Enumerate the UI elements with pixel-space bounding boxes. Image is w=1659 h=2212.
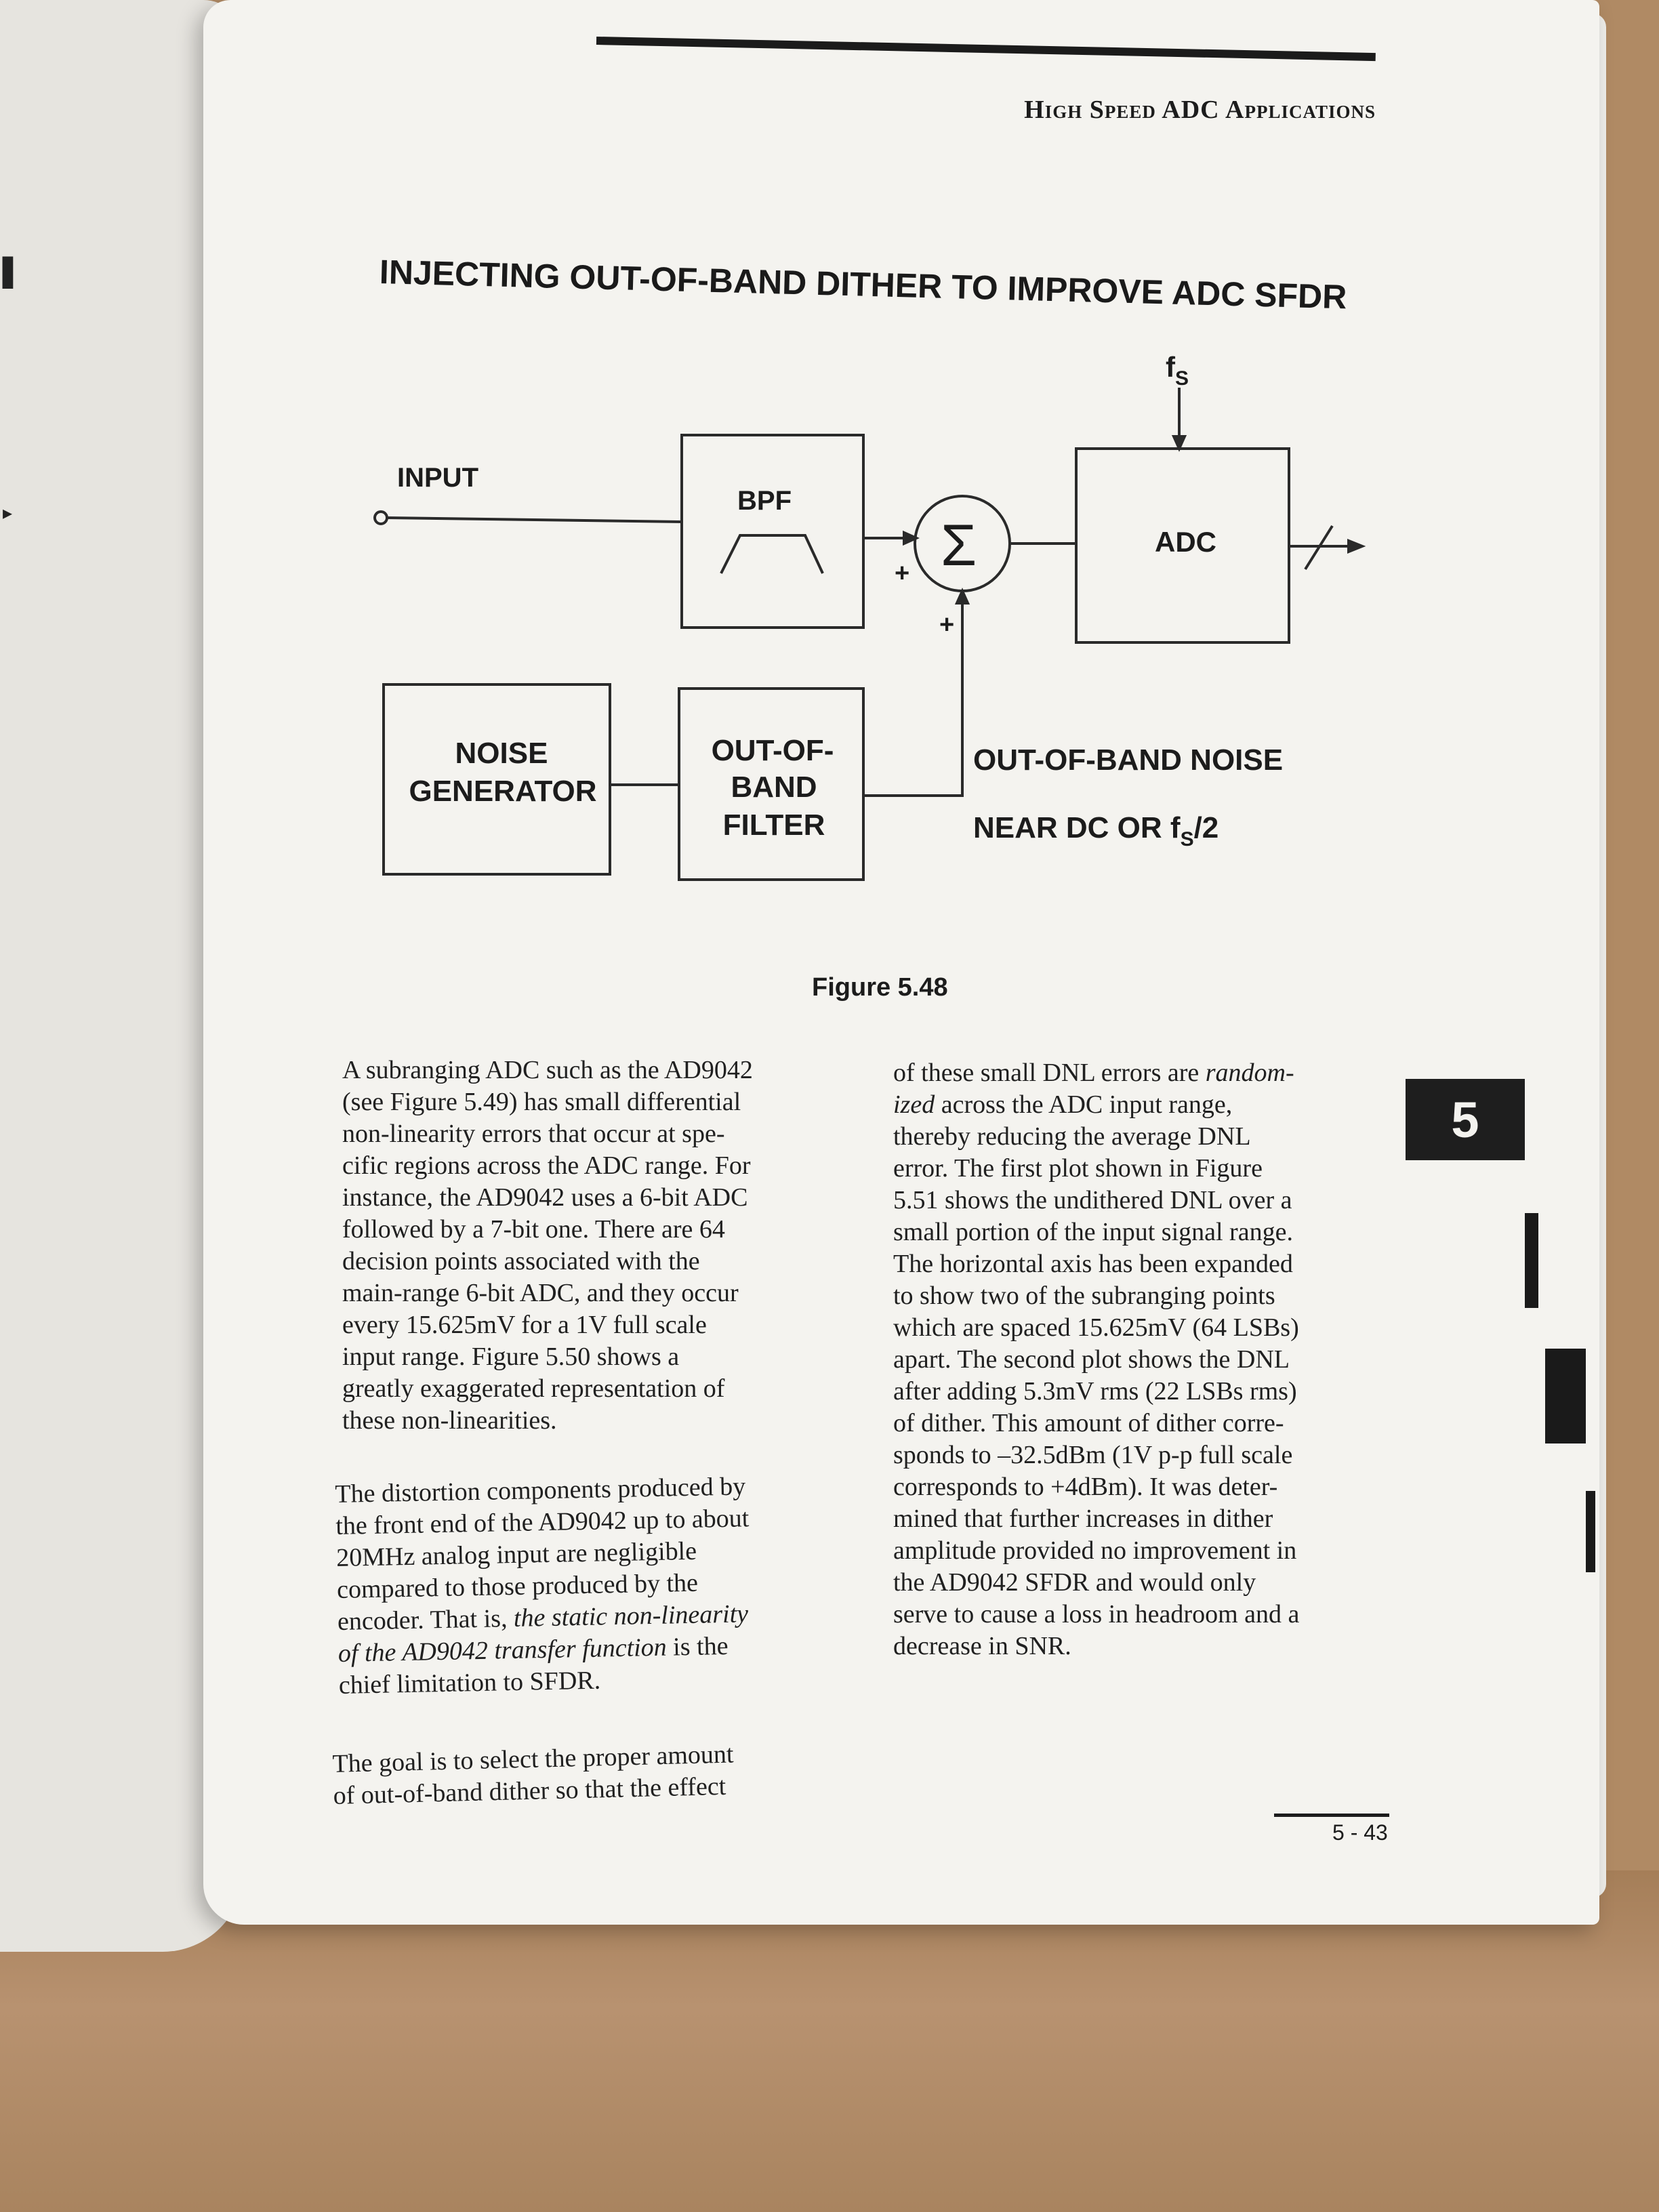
page-number: 5 - 43	[1332, 1820, 1388, 1845]
input-label: INPUT	[397, 463, 478, 493]
chapter-tab: 5	[1406, 1079, 1525, 1160]
arrowhead	[1349, 541, 1362, 552]
filter-label: OUT-OF-	[711, 734, 834, 767]
text-line: after adding 5.3mV rms (22 LSBs rms)	[893, 1377, 1297, 1406]
text-line: instance, the AD9042 uses a 6-bit ADC	[342, 1183, 748, 1212]
thumb-index-mark	[1525, 1213, 1538, 1308]
figure-title: INJECTING OUT-OF-BAND DITHER TO IMPROVE ADC SFDR	[379, 253, 1348, 316]
figure-caption: Figure 5.48	[812, 973, 948, 1002]
text-run: encoder. That is,	[337, 1603, 514, 1636]
emphasis-text: ized	[893, 1090, 935, 1119]
plus-sign-top: +	[895, 559, 910, 588]
out-of-band-noise-label: OUT-OF-BAND NOISE	[973, 743, 1284, 777]
text-line: decision points associated with the	[342, 1247, 700, 1275]
bpf-label: BPF	[737, 486, 792, 516]
text-line: apart. The second plot shows the DNL	[893, 1345, 1290, 1374]
text-line: of dither. This amount of dither corre-	[893, 1409, 1284, 1437]
plus-sign-bottom: +	[939, 611, 955, 639]
text-line: small portion of the input signal range.	[893, 1218, 1293, 1246]
text-line: cific regions across the ADC range. For	[342, 1151, 751, 1180]
noise-generator-label: GENERATOR	[409, 775, 597, 808]
text-line: amplitude provided no improvement in	[893, 1536, 1297, 1565]
left-page-mark: ▌	[3, 258, 24, 289]
text-line: these non-linearities.	[342, 1406, 557, 1435]
text-line: input range. Figure 5.50 shows a	[342, 1343, 680, 1371]
column-2-text	[893, 1057, 1299, 1662]
fs-label: $f_S$	[1166, 351, 1189, 390]
column-1-paragraph-2	[335, 1471, 752, 1702]
text-line	[893, 1089, 1299, 1121]
text-line: of out-of-band dither so that the effect	[333, 1771, 726, 1810]
text-line: decrease in SNR.	[893, 1632, 1071, 1660]
text-line: The distortion components produced by	[335, 1472, 746, 1509]
emphasis-text: of the AD9042 transfer function	[337, 1633, 668, 1668]
footer-rule	[1274, 1814, 1389, 1817]
arrowhead	[957, 591, 968, 603]
noise-generator-label: NOISE	[455, 737, 548, 770]
text-line: the front end of the AD9042 up to about	[335, 1504, 750, 1540]
text-line: to show two of the subranging points	[893, 1282, 1275, 1310]
text-line: chief limitation to SFDR.	[338, 1666, 601, 1700]
arrowhead	[1174, 436, 1185, 449]
adc-label: ADC	[1155, 526, 1216, 558]
column-1-paragraph-1	[342, 1054, 753, 1437]
near-dc-label: NEAR DC OR $f_S/2$	[973, 811, 1219, 851]
input-line	[387, 518, 682, 522]
text-run: of these small DNL errors are	[893, 1059, 1206, 1087]
emphasis-text: random-	[1205, 1059, 1294, 1087]
filter-label: FILTER	[722, 808, 825, 842]
thumb-index-mark	[1545, 1349, 1586, 1443]
text-line: compared to those produced by the	[336, 1568, 699, 1604]
text-line: greatly exaggerated representation of	[342, 1374, 725, 1403]
text-line: non-linearity errors that occur at spe-	[342, 1120, 725, 1148]
filter-label: BAND	[731, 771, 817, 804]
column-1-paragraph-3	[332, 1739, 735, 1812]
emphasis-text: the static non-linearity	[513, 1599, 749, 1633]
text-line: mined that further increases in dither	[893, 1504, 1273, 1533]
text-line: (see Figure 5.49) has small differential	[342, 1088, 741, 1116]
running-head: High Speed ADC Applications	[1024, 96, 1376, 124]
text-line: 5.51 shows the undithered DNL over a	[893, 1186, 1292, 1214]
text-run: across the ADC input range,	[935, 1090, 1233, 1119]
left-page-mark: ▸	[3, 501, 13, 524]
text-line: thereby reducing the average DNL	[893, 1122, 1251, 1151]
sigma-symbol: Σ	[941, 513, 977, 578]
text-line: every 15.625mV for a 1V full scale	[342, 1311, 707, 1339]
text-line: corresponds to +4dBm). It was deter-	[893, 1473, 1278, 1501]
text-line: main-range 6-bit ADC, and they occur	[342, 1279, 739, 1307]
text-line: 20MHz analog input are negligible	[335, 1536, 697, 1572]
text-line: error. The first plot shown in Figure	[893, 1154, 1263, 1183]
bpf-symbol	[721, 535, 823, 573]
bpf-block	[682, 435, 863, 628]
thumb-index-mark	[1586, 1491, 1595, 1572]
text-line: which are spaced 15.625mV (64 LSBs)	[893, 1313, 1299, 1342]
text-run: is the	[666, 1631, 729, 1662]
input-terminal	[375, 512, 387, 524]
text-line: the AD9042 SFDR and would only	[893, 1568, 1256, 1597]
text-line	[893, 1057, 1299, 1089]
text-line: sponds to –32.5dBm (1V p-p full scale	[893, 1441, 1293, 1469]
text-line: The goal is to select the proper amount	[332, 1740, 734, 1778]
text-line: A subranging ADC such as the AD9042	[342, 1056, 753, 1084]
text-line: The horizontal axis has been expanded	[893, 1250, 1293, 1278]
text-line: serve to cause a loss in headroom and a	[893, 1600, 1300, 1629]
text-line: followed by a 7-bit one. There are 64	[342, 1215, 725, 1244]
